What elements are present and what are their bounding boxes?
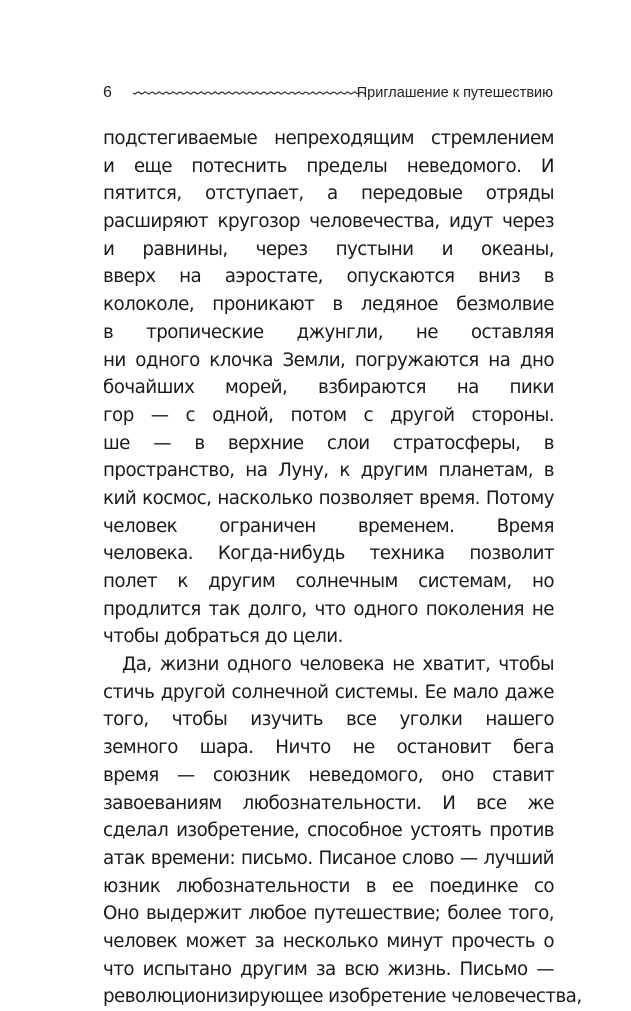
text-line: пространство, на Луну, к другим планетам, в	[103, 460, 554, 482]
text-line: вверх на аэростате, опускаются вниз в	[103, 266, 554, 288]
text-line: продлится так долго, что одного поколения не	[103, 598, 554, 620]
text-line: и равнины, через пустыни и океаны,	[103, 238, 554, 260]
text-line: человек может за несколько минут прочесть о	[103, 930, 554, 952]
text-line: атак времени: письмо. Писаное слово — лучший	[103, 847, 554, 869]
text-line: ни одного клочка Земли, погружаются на дно	[103, 349, 554, 371]
text-line: завоеваниям любознательности. И все же	[103, 792, 554, 814]
text-line: чтобы добраться до цели.	[103, 626, 343, 648]
text-line: сделал изобретение, способное устоять против	[103, 820, 554, 842]
text-line: Оно выдержит любое путешествие; более того,	[103, 903, 554, 925]
text-line: пятится, отступает, а передовые отряды	[103, 183, 554, 205]
body-text	[103, 125, 582, 1011]
text-line: гор — с одной, потом с другой стороны.	[103, 404, 554, 426]
paragraph-2	[103, 651, 582, 1011]
running-title: Приглашение к путешествию	[356, 85, 553, 101]
text-line: ше — в верхние слои стратосферы, в	[103, 432, 554, 454]
text-line: в тропические джунгли, не оставляя	[103, 321, 554, 343]
text-line: человек ограничен временем. Время	[103, 515, 554, 537]
decorative-wavy-rule	[133, 88, 365, 98]
text-line: колоколе, проникают в ледяное безмолвие	[103, 294, 554, 316]
text-line: революционизирующее изобретение человечества,	[103, 986, 582, 1008]
text-line: человека. Когда-нибудь техника позволит	[103, 543, 554, 565]
text-line: и еще потеснить пределы неведомого. И	[103, 155, 554, 177]
text-line: что испытано другим за всю жизнь. Письмо —	[103, 958, 554, 980]
text-line: юзник любознательности в ее поединке со	[103, 875, 554, 897]
text-line: полет к другим солнечным системам, но	[103, 571, 554, 592]
text-line: бочайших морей, взбираются на пики	[103, 377, 554, 399]
page-header	[103, 84, 553, 106]
text-line: того, чтобы изучить все уголки нашего	[103, 709, 554, 731]
text-line: расширяют кругозор человечества, идут через	[103, 211, 554, 233]
text-line: стичь другой солнечной системы. Ее мало даже	[103, 681, 554, 703]
text-line: кий космос, насколько позволяет время. Потому	[103, 487, 554, 509]
text-line: подстегиваемые непреходящим стремлением	[103, 128, 554, 149]
page-number: 6	[103, 84, 112, 101]
text-line: время — союзник неведомого, оно ставит	[103, 764, 554, 786]
text-line: земного шара. Ничто не остановит бега	[103, 737, 554, 759]
text-line: Да, жизни одного человека не хватит, чтобы	[122, 654, 554, 676]
paragraph-1	[103, 125, 554, 651]
